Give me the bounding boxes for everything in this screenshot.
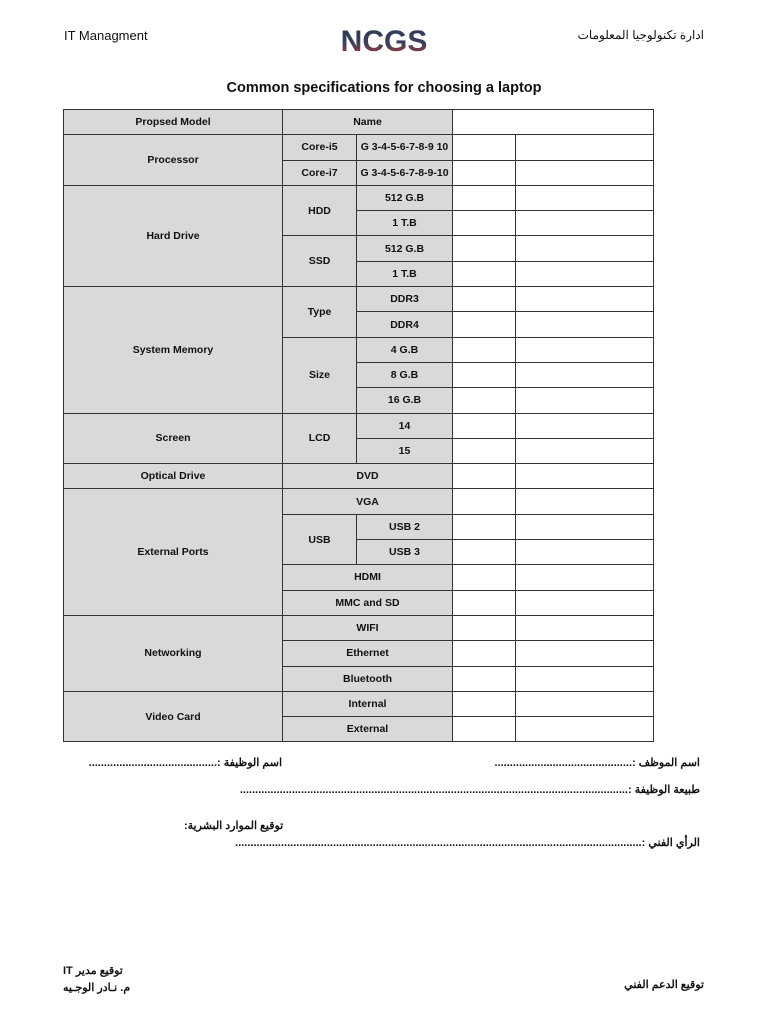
label-core-i5: Core-i5 (283, 135, 357, 160)
label-4gb: 4 G.B (357, 337, 453, 362)
check-cell[interactable] (453, 565, 516, 590)
check-cell[interactable] (453, 413, 516, 438)
check-cell[interactable] (453, 489, 516, 514)
label-ddr4: DDR4 (357, 312, 453, 337)
label-ssd-1tb: 1 T.B (357, 261, 453, 286)
note-cell[interactable] (516, 135, 654, 160)
check-cell[interactable] (453, 160, 516, 185)
label-external-ports: External Ports (64, 489, 283, 615)
label-screen-15: 15 (357, 438, 453, 463)
check-cell[interactable] (453, 615, 516, 640)
note-cell[interactable] (516, 514, 654, 539)
label-video-card: Video Card (64, 691, 283, 742)
note-cell[interactable] (516, 362, 654, 387)
check-cell[interactable] (453, 514, 516, 539)
note-cell[interactable] (516, 590, 654, 615)
note-cell[interactable] (516, 666, 654, 691)
technical-opinion-field[interactable]: الرأي الفني :..................................................................................................................................... (235, 837, 700, 849)
note-cell[interactable] (516, 236, 654, 261)
employee-name-field[interactable]: اسم الموظف :............................................. (494, 757, 700, 769)
label-ddr3: DDR3 (357, 287, 453, 312)
check-cell[interactable] (453, 717, 516, 742)
note-cell[interactable] (516, 413, 654, 438)
check-cell[interactable] (453, 540, 516, 565)
note-cell[interactable] (516, 312, 654, 337)
check-cell[interactable] (453, 287, 516, 312)
label-memory-size: Size (283, 337, 357, 413)
label-networking: Networking (64, 615, 283, 691)
label-core-i7-gen: G 3-4-5-6-7-8-9-10 (357, 160, 453, 185)
note-cell[interactable] (516, 337, 654, 362)
check-cell[interactable] (453, 438, 516, 463)
check-cell[interactable] (453, 666, 516, 691)
check-cell[interactable] (453, 337, 516, 362)
check-cell[interactable] (453, 464, 516, 489)
label-ssd-512gb: 512 G.B (357, 236, 453, 261)
label-hdd-1tb: 1 T.B (357, 211, 453, 236)
label-external: External (283, 717, 453, 742)
label-hdd-512gb: 512 G.B (357, 185, 453, 210)
check-cell[interactable] (453, 691, 516, 716)
note-cell[interactable] (516, 261, 654, 286)
check-cell[interactable] (453, 312, 516, 337)
note-cell[interactable] (516, 565, 654, 590)
note-cell[interactable] (516, 464, 654, 489)
job-nature-field[interactable]: طبيعة الوظيفة :............................................................................................................................... (239, 784, 700, 796)
check-cell[interactable] (453, 362, 516, 387)
manager-name-label: م. نـادر الوجـيه (63, 982, 131, 994)
label-usb3: USB 3 (357, 540, 453, 565)
check-cell[interactable] (453, 211, 516, 236)
note-cell[interactable] (516, 489, 654, 514)
label-wifi: WIFI (283, 615, 453, 640)
svg-text:NCGS: NCGS (340, 25, 428, 56)
it-manager-signature-label: توقيع مدير IT (63, 965, 123, 977)
label-8gb: 8 G.B (357, 362, 453, 387)
label-screen-14: 14 (357, 413, 453, 438)
label-lcd: LCD (283, 413, 357, 464)
check-cell[interactable] (453, 261, 516, 286)
tech-support-signature-label: توقيع الدعم الفني (624, 979, 704, 991)
note-cell[interactable] (516, 160, 654, 185)
check-cell[interactable] (453, 590, 516, 615)
note-cell[interactable] (516, 438, 654, 463)
note-cell[interactable] (516, 185, 654, 210)
label-core-i7: Core-i7 (283, 160, 357, 185)
note-cell[interactable] (516, 615, 654, 640)
header-left-text: IT Managment (64, 28, 148, 43)
label-usb: USB (283, 514, 357, 565)
check-cell[interactable] (453, 236, 516, 261)
label-internal: Internal (283, 691, 453, 716)
label-hdmi: HDMI (283, 565, 453, 590)
check-cell[interactable] (453, 185, 516, 210)
label-proposed-model: Propsed Model (64, 110, 283, 135)
label-screen: Screen (64, 413, 283, 464)
label-system-memory: System Memory (64, 287, 283, 413)
input-cell-name[interactable] (453, 110, 654, 135)
spec-table (63, 109, 654, 742)
label-usb2: USB 2 (357, 514, 453, 539)
hr-signature-label: توقيع الموارد البشرية: (184, 820, 284, 832)
note-cell[interactable] (516, 540, 654, 565)
note-cell[interactable] (516, 211, 654, 236)
label-mmc-sd: MMC and SD (283, 590, 453, 615)
check-cell[interactable] (453, 641, 516, 666)
job-title-field[interactable]: اسم الوظيفة :.......................................... (88, 757, 282, 769)
label-name: Name (283, 110, 453, 135)
label-processor: Processor (64, 135, 283, 186)
label-16gb: 16 G.B (357, 388, 453, 413)
note-cell[interactable] (516, 287, 654, 312)
note-cell[interactable] (516, 691, 654, 716)
header-right-text: ادارة تكنولوجيا المعلومات (577, 28, 704, 42)
label-hard-drive: Hard Drive (64, 185, 283, 286)
label-hdd: HDD (283, 185, 357, 236)
label-ethernet: Ethernet (283, 641, 453, 666)
label-memory-type: Type (283, 287, 357, 338)
note-cell[interactable] (516, 717, 654, 742)
label-optical-drive: Optical Drive (64, 464, 283, 489)
check-cell[interactable] (453, 388, 516, 413)
label-core-i5-gen: G 3-4-5-6-7-8-9 10 (357, 135, 453, 160)
label-vga: VGA (283, 489, 453, 514)
label-bluetooth: Bluetooth (283, 666, 453, 691)
note-cell[interactable] (516, 388, 654, 413)
label-dvd: DVD (283, 464, 453, 489)
check-cell[interactable] (453, 135, 516, 160)
page-title: Common specifications for choosing a laptop (226, 80, 542, 96)
note-cell[interactable] (516, 641, 654, 666)
label-ssd: SSD (283, 236, 357, 287)
